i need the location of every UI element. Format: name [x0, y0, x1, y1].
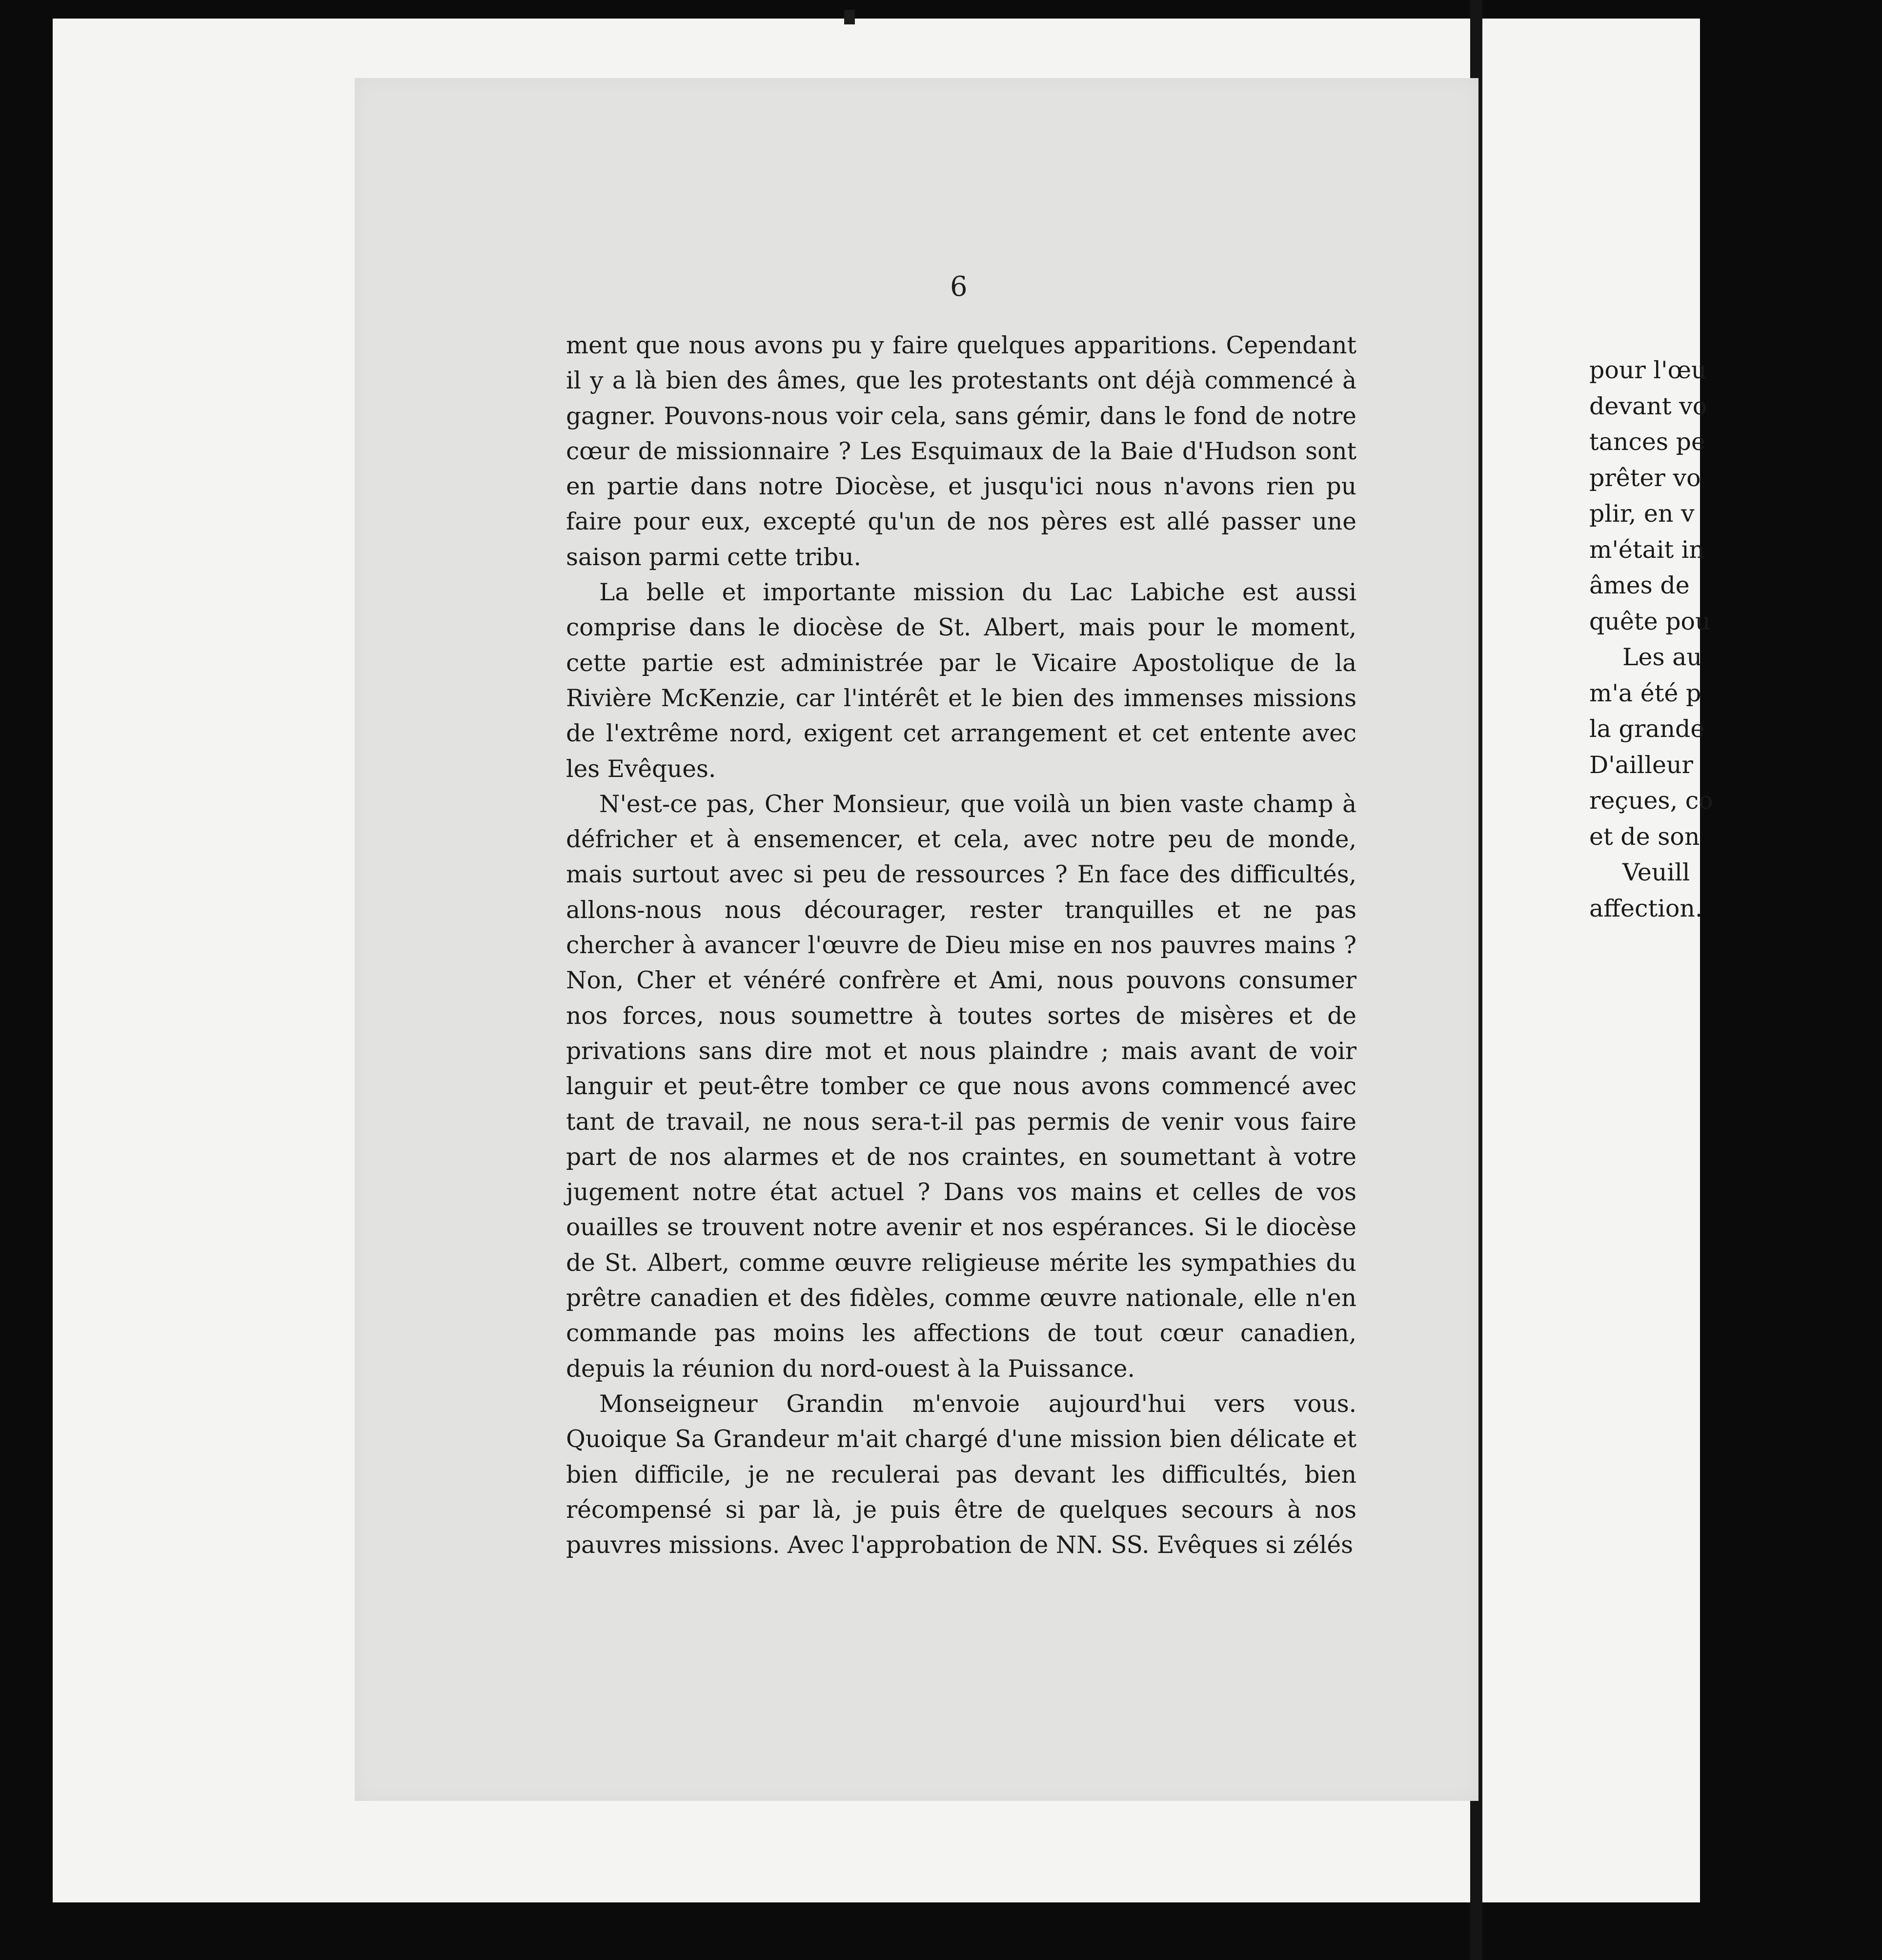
facing-line: pour l'œu [1589, 356, 1707, 384]
facing-line: et de son [1589, 822, 1700, 851]
facing-line: prêter vo [1589, 464, 1701, 492]
facing-line: plir, en v [1589, 500, 1695, 528]
facing-line: affection. [1589, 894, 1703, 922]
facing-line: Les au [1622, 643, 1702, 671]
facing-page-text [1589, 352, 1882, 926]
facing-line: devant vo [1589, 392, 1707, 420]
facing-line: reçues, co [1589, 787, 1713, 815]
page-number: 6 [950, 271, 968, 303]
film-mark [844, 10, 855, 24]
paragraph: Monseigneur Grandin m'envoie aujourd'hui vers vous. Quoique Sa Grandeur m'ait chargé d'une mission bien délicate et bien difficile, je ne reculerai pas devant les difficultés, bien récompensé si par là, je puis être de quelques secours à nos pauvres missions. Avec l'approbation de NN. SS. Evêques si zélés [566, 1390, 1356, 1559]
facing-line: quête pou [1589, 607, 1711, 635]
facing-line: la grande [1589, 715, 1705, 743]
paragraph: La belle et importante mission du Lac Labiche est aussi comprise dans le diocèse de St. Albert, mais pour le moment, cette partie est administrée par le Vicaire Apostolique de la Rivière McKenzie, car l'intérêt et le bien des immenses missions de l'extrême nord, exigent cet arrangement et cet entente avec les Evêques. [566, 579, 1356, 783]
paragraph: ment que nous avons pu y faire quelques apparitions. Cependant il y a là bien des âmes, que les protestants ont déjà commencé à gagner. Pouvons-nous voir cela, sans gémir, dans le fond de notre cœur de missionnaire ? Les Esquimaux de la Baie d'Hudson sont en partie dans notre Diocèse, et jusqu'ici nous n'avons rien pu faire pour eux, excepté qu'un de nos pères est allé passer une saison parmi cette tribu. [566, 332, 1356, 571]
facing-line: tances pe [1589, 428, 1705, 456]
facing-line: âmes de [1589, 572, 1690, 599]
facing-line: m'était in [1589, 535, 1705, 564]
facing-page-mount [1482, 19, 1700, 1902]
facing-line: D'ailleur [1589, 751, 1693, 779]
facing-line: m'a été p [1589, 679, 1701, 707]
facing-line: Veuill [1622, 858, 1690, 886]
body-text [566, 328, 1356, 1563]
paragraph: N'est-ce pas, Cher Monsieur, que voilà un bien vaste champ à défricher et à ensemencer, et cela, avec notre peu de monde, mais surtout avec si peu de ressources ? En face des difficultés, allons-nous nous décourager, rester tranquilles et ne pas chercher à avancer l'œuvre de Dieu mise en nos pauvres mains ? Non, Cher et vénéré confrère et Ami, nous pouvons consumer nos forces, nous soumettre à toutes sortes de misères et de privations sans dire mot et nous plaindre ; mais avant de voir languir et peut-être tomber ce que nous avons commencé avec tant de travail, ne nous sera-t-il pas permis de venir vous faire part de nos alarmes et de nos craintes, en soumettant à votre jugement notre état actuel ? Dans vos mains et celles de vos ouailles se trouvent notre avenir et nos espérances. Si le diocèse de St. Albert, comme œuvre religieuse mérite les sympathies du prêtre canadien et des fidèles, comme œuvre nationale, elle n'en commande pas moins les affections de tout cœur canadien, depuis la réunion du nord-ouest à la Puissance. [566, 790, 1356, 1383]
